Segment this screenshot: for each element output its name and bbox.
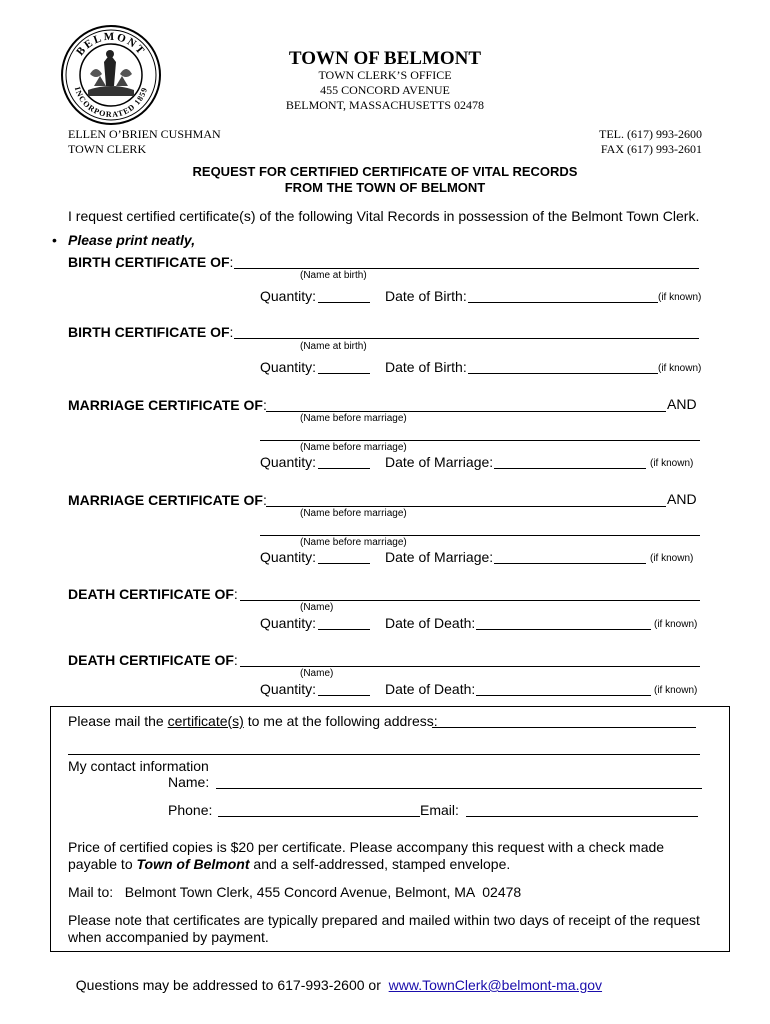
- birth-name-field-1[interactable]: [234, 268, 699, 269]
- fax: FAX (617) 993-2601: [600, 142, 702, 156]
- dom-label-1: Date of Marriage:: [385, 454, 494, 470]
- address-field-2[interactable]: [68, 754, 700, 755]
- colon: :: [229, 254, 234, 270]
- questions-line: [68, 961, 602, 993]
- quantity-label-m2: Quantity:: [260, 549, 317, 565]
- if-known-m2: (if known): [650, 553, 694, 564]
- marriage-certificate-label-2: [68, 492, 267, 508]
- hint-name-at-birth-1: (Name at birth): [300, 270, 367, 281]
- quantity-field-b2[interactable]: [318, 373, 370, 374]
- mail-to-address: Mail to: Belmont Town Clerk, 455 Concord Avenue, Belmont, MA 02478: [68, 884, 522, 900]
- hint-name-at-birth-2: (Name at birth): [300, 341, 367, 352]
- quantity-field-m2[interactable]: [318, 563, 370, 564]
- form-title-line2: FROM THE TOWN OF BELMONT: [284, 180, 486, 195]
- name-field[interactable]: [216, 788, 702, 789]
- birth-name-field-2[interactable]: [234, 338, 699, 339]
- print-neatly-note: Please print neatly,: [68, 232, 196, 248]
- quantity-label-b1: Quantity:: [260, 288, 317, 304]
- email-label: Email:: [420, 802, 459, 818]
- label-text: DEATH CERTIFICATE OF: [68, 586, 234, 602]
- hint-before-marriage-1b: (Name before marriage): [300, 442, 407, 453]
- quantity-field-b1[interactable]: [318, 302, 370, 303]
- birth-certificate-label-1: [68, 254, 233, 270]
- quantity-label-d2: Quantity:: [260, 681, 317, 697]
- marriage-name-field-2b[interactable]: [260, 535, 700, 536]
- colon: :: [262, 397, 267, 413]
- birth-certificate-label-2: [68, 324, 233, 340]
- label-text: BIRTH CERTIFICATE OF: [68, 254, 230, 270]
- death-name-field-2[interactable]: [240, 666, 700, 667]
- death-certificate-label-1: [68, 586, 238, 602]
- town-name: TOWN OF BELMONT: [288, 48, 482, 69]
- please-mail-pre: Please mail the: [68, 713, 168, 729]
- please-mail-text: [68, 713, 438, 729]
- quantity-field-d1[interactable]: [318, 629, 370, 630]
- label-text: DEATH CERTIFICATE OF: [68, 652, 234, 668]
- if-known-b1: (if known): [658, 292, 702, 303]
- label-text: MARRIAGE CERTIFICATE OF: [68, 397, 263, 413]
- label-text: MARRIAGE CERTIFICATE OF: [68, 492, 263, 508]
- note-line-1: Please note that certificates are typically prepared and mailed within two days of receipt of the request: [68, 912, 700, 928]
- quantity-label-d1: Quantity:: [260, 615, 317, 631]
- dod-field-2[interactable]: [476, 695, 651, 696]
- dod-label-1: Date of Death:: [385, 615, 476, 631]
- if-known-d2: (if known): [654, 685, 698, 696]
- quantity-field-d2[interactable]: [318, 695, 370, 696]
- phone-label: Phone:: [168, 802, 213, 818]
- phone-field[interactable]: [218, 816, 420, 817]
- certificates-link: certificate(s): [167, 713, 244, 729]
- price-line-2: [68, 856, 510, 872]
- dod-field-1[interactable]: [476, 629, 651, 630]
- intro-text: I request certified certificate(s) of the following Vital Records in possession of the Belmont Town Clerk.: [68, 208, 700, 224]
- if-known-d1: (if known): [654, 619, 698, 630]
- email-field[interactable]: [466, 816, 698, 817]
- marriage-name-field-1b[interactable]: [260, 440, 700, 441]
- price-line-1: Price of certified copies is $20 per certificate. Please accompany this request with a check made: [68, 839, 665, 855]
- and-label-m2: AND: [667, 491, 697, 507]
- label-text: BIRTH CERTIFICATE OF: [68, 324, 230, 340]
- hint-before-marriage-1a: (Name before marriage): [300, 413, 407, 424]
- office-street: 455 CONCORD AVENUE: [320, 83, 450, 97]
- clerk-name: ELLEN O’BRIEN CUSHMAN: [68, 127, 221, 141]
- hint-before-marriage-2a: (Name before marriage): [300, 508, 407, 519]
- death-name-field-1[interactable]: [240, 600, 700, 601]
- quantity-field-m1[interactable]: [318, 468, 370, 469]
- if-known-m1: (if known): [650, 458, 694, 469]
- office-name: TOWN CLERK’S OFFICE: [318, 68, 452, 82]
- dob-label-2: Date of Birth:: [385, 359, 467, 375]
- office-city: BELMONT, MASSACHUSETTS 02478: [285, 98, 485, 112]
- envelope-text: and a self-addressed, stamped envelope.: [249, 856, 511, 872]
- clerk-email-link[interactable]: www.TownClerk@belmont-ma.gov: [388, 977, 603, 993]
- colon: :: [229, 324, 234, 340]
- colon: :: [262, 492, 267, 508]
- seal-bottom-text: INCORPORATED 1859: [72, 85, 150, 120]
- dom-field-2[interactable]: [494, 563, 646, 564]
- marriage-certificate-label-1: [68, 397, 267, 413]
- hint-name-d1: (Name): [300, 602, 334, 613]
- marriage-name-field-1a[interactable]: [266, 411, 666, 412]
- quantity-label-m1: Quantity:: [260, 454, 317, 470]
- payable-to-text: payable to: [68, 856, 137, 872]
- address-field-1[interactable]: [432, 727, 696, 728]
- dom-field-1[interactable]: [494, 468, 646, 469]
- name-label: Name:: [168, 774, 210, 790]
- dom-label-2: Date of Marriage:: [385, 549, 494, 565]
- dod-label-2: Date of Death:: [385, 681, 476, 697]
- colon: :: [233, 586, 238, 602]
- form-title-line1: REQUEST FOR CERTIFIED CERTIFICATE OF VITAL RECORDS: [192, 164, 578, 179]
- colon: :: [233, 652, 238, 668]
- seal-top-text: BELMONT: [74, 30, 148, 58]
- death-certificate-label-2: [68, 652, 238, 668]
- tel: TEL. (617) 993-2600: [599, 127, 702, 141]
- please-mail-post: to me at the following address:: [243, 713, 438, 729]
- marriage-name-field-2a[interactable]: [266, 506, 666, 507]
- dob-field-1[interactable]: [468, 302, 658, 303]
- bullet-point: •: [52, 232, 57, 248]
- hint-name-d2: (Name): [300, 668, 334, 679]
- questions-text: Questions may be addressed to 617-993-2600 or: [75, 977, 389, 993]
- dob-label-1: Date of Birth:: [385, 288, 467, 304]
- if-known-b2: (if known): [658, 363, 702, 374]
- dob-field-2[interactable]: [468, 373, 658, 374]
- hint-before-marriage-2b: (Name before marriage): [300, 537, 407, 548]
- contact-info-label: My contact information: [68, 758, 209, 774]
- payee-name: Town of Belmont: [136, 856, 250, 872]
- quantity-label-b2: Quantity:: [260, 359, 317, 375]
- note-line-2: when accompanied by payment.: [68, 929, 269, 945]
- and-label-m1: AND: [667, 396, 697, 412]
- clerk-title: TOWN CLERK: [68, 142, 147, 156]
